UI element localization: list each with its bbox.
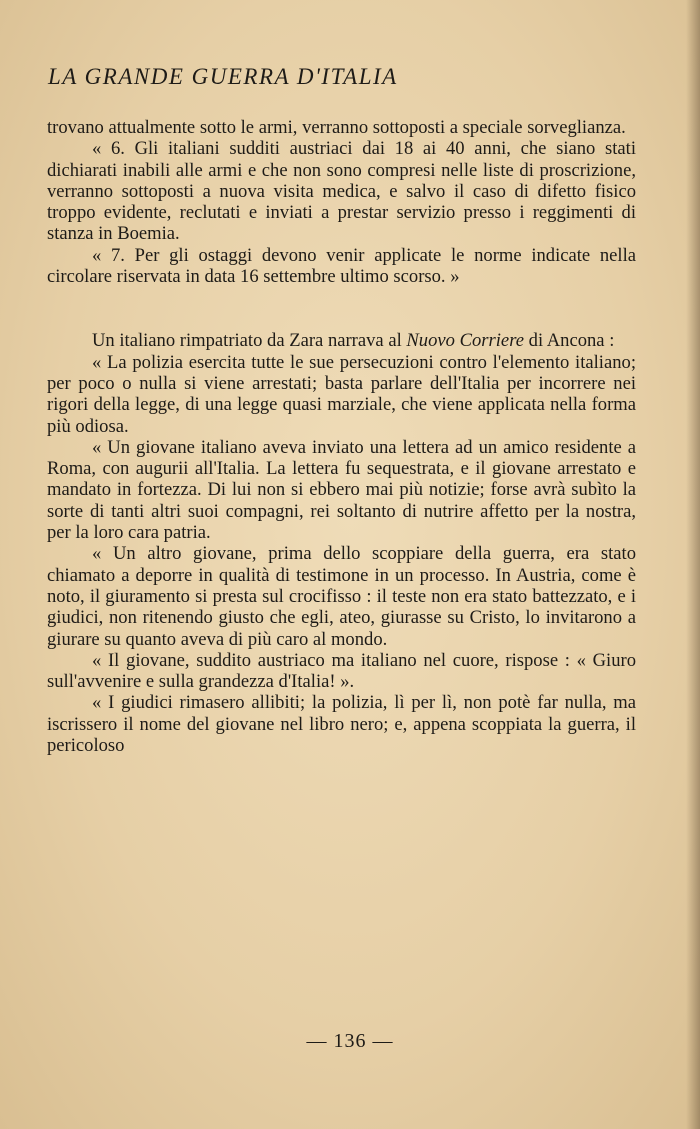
page-number: — 136 —: [306, 1030, 394, 1052]
page-edge-shadow: [686, 0, 700, 1129]
paragraph-polizia: « La polizia esercita tutte le sue persecuzioni contro l'elemento italiano; per poco o nulla si viene arrestati; basta parlare dell'Italia per incorrere nei rigori della legge, di una legge quasi marziale, che viene applicata nella forma più odiosa.: [47, 351, 636, 437]
newspaper-title: Nuovo Corriere: [406, 330, 524, 352]
intro-text-end: di Ancona :: [524, 330, 615, 352]
paragraph-lettera: « Un giovane italiano aveva inviato una lettera ad un amico residente a Roma, con augurii all'Italia. La lettera fu sequestrata, e il giovane arrestato e mandato in fortezza. Di lui non si ebbero mai più notizie; forse avrà subìto la sorte di tanti altri suoi compagni, rei soltanto di nutrire affetto per la nostra, per la loro cara patria.: [47, 436, 636, 544]
running-head: LA GRANDE GUERRA D'ITALIA: [48, 64, 398, 89]
paragraph-item-7: « 7. Per gli ostaggi devono venir applicate le norme indicate nella circolare riservata in data 16 settembre ultimo scorso. »: [47, 244, 636, 288]
paragraph-giudici: « I giudici rimasero allibiti; la polizia, lì per lì, non potè far nulla, ma iscrissero il nome del giovane nel libro nero; e, appena scoppiata la guerra, il pericoloso: [47, 692, 636, 757]
intro-text: Un italiano rimpatriato da Zara narrava al: [92, 330, 407, 352]
paragraph-zara-intro: [47, 330, 636, 351]
paragraph-testimone: « Un altro giovane, prima dello scoppiare della guerra, era stato chiamato a deporre in qualità di testimone in un processo. In Austria, come è noto, il giuramento si presta sul crocifisso : il teste non era stato battezzato, e i giudici, non ritenendo giusto che egli, ateo, giurasse su Cristo, lo invitarono a giurare su quanto aveva di più caro al mondo.: [47, 543, 636, 650]
paragraph-giuramento: « Il giovane, suddito austriaco ma italiano nel cuore, rispose : « Giuro sull'avvenire e sulla grandezza d'Italia! ».: [47, 649, 636, 693]
paragraph-continuation: trovano attualmente sotto le armi, verranno sottoposti a speciale sorveglianza.: [47, 117, 626, 138]
body-text: [47, 117, 636, 756]
paragraph-item-6: « 6. Gli italiani sudditi austriaci dai 18 ai 40 anni, che siano stati dichiarati inabili alle armi e che non sono compresi nelle liste di proscrizione, verranno sottoposti a nuova visita medica, e salvo il caso di difetto fisico troppo evidente, reclutati e inviati a prestar servizio presso i reggimenti di stanza in Boemia.: [47, 138, 636, 245]
